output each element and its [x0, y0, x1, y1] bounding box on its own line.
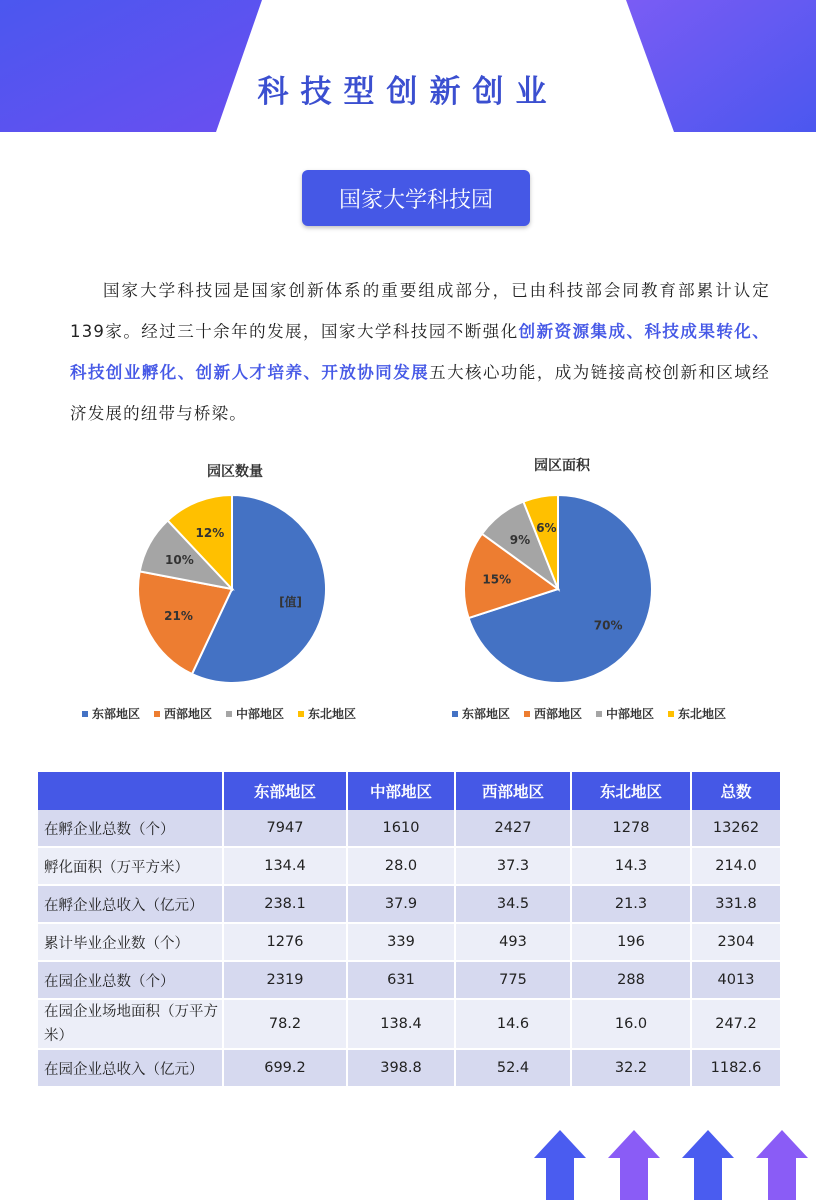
slice-data-label: 15%: [482, 572, 512, 587]
table-cell: 214.0: [692, 848, 782, 886]
slice-data-label: 21%: [164, 609, 193, 624]
table-row: [38, 1000, 782, 1050]
intro-text-part2: 五大核心功能，成为链接高校创新和区域经济发展的纽带与桥梁。: [70, 363, 770, 423]
legend-swatch: [524, 711, 530, 717]
legend-swatch: [596, 711, 602, 717]
legend-swatch: [154, 711, 160, 717]
table-cell: 34.5: [456, 886, 572, 924]
table-cell: 78.2: [224, 1000, 348, 1050]
table-cell: 775: [456, 962, 572, 1000]
table-row-label: 在孵企业总收入（亿元）: [38, 886, 224, 924]
table-row: [38, 848, 782, 886]
legend-label: 西部地区: [534, 707, 583, 721]
table-cell: 21.3: [572, 886, 692, 924]
table-cell: 138.4: [348, 1000, 456, 1050]
up-arrow-icon: [682, 1130, 734, 1200]
table-cell: 1276: [224, 924, 348, 962]
table-row-label: 在孵企业总数（个）: [38, 810, 224, 848]
slice-data-label: 12%: [195, 526, 225, 541]
legend-label: 东北地区: [678, 707, 727, 721]
intro-text-part1: 国家大学科技园是国家创新体系的重要组成部分，已由科技部会同教育部累计认定139家。经过三十余年的发展，国家大学科技园不断强化: [70, 281, 770, 341]
table-cell: 14.3: [572, 848, 692, 886]
header-banner: [0, 0, 816, 132]
slice-data-label: 6%: [536, 521, 557, 536]
section-title-badge: 国家大学科技园: [302, 170, 530, 226]
table-cell: 699.2: [224, 1050, 348, 1088]
table-cell: 238.1: [224, 886, 348, 924]
slice-data-label: 10%: [165, 553, 194, 568]
legend-item: [524, 705, 582, 722]
legend-item: [226, 705, 284, 722]
pie-chart-park-count: [70, 455, 400, 725]
decorative-arrows: [530, 1128, 816, 1200]
legend-label: 东部地区: [462, 707, 511, 721]
chart-legend: [452, 705, 726, 722]
table-row: [38, 962, 782, 1000]
table-column-header: 东北地区: [572, 772, 692, 810]
pie-chart-svg: [430, 491, 770, 721]
table-cell: 7947: [224, 810, 348, 848]
table-header-row: [38, 772, 782, 810]
table-row-label: 孵化面积（万平方米）: [38, 848, 224, 886]
table-cell: 37.9: [348, 886, 456, 924]
table-cell: 32.2: [572, 1050, 692, 1088]
table-cell: 1278: [572, 810, 692, 848]
legend-label: 西部地区: [164, 707, 213, 721]
intro-paragraph: [70, 270, 770, 434]
table-row-label: 在园企业总收入（亿元）: [38, 1050, 224, 1088]
table-cell: 16.0: [572, 1000, 692, 1050]
table-cell: 134.4: [224, 848, 348, 886]
table-cell: 398.8: [348, 1050, 456, 1088]
table-row: [38, 886, 782, 924]
up-arrow-icon: [608, 1130, 660, 1200]
table-row-label: 累计毕业企业数（个）: [38, 924, 224, 962]
table-cell: 631: [348, 962, 456, 1000]
table-row: [38, 1050, 782, 1088]
legend-item: [596, 705, 654, 722]
legend-item: [668, 705, 726, 722]
table-row: [38, 924, 782, 962]
table-cell: 28.0: [348, 848, 456, 886]
table-cell: 52.4: [456, 1050, 572, 1088]
legend-label: 中部地区: [606, 707, 655, 721]
table-cell: 1182.6: [692, 1050, 782, 1088]
up-arrow-icon: [534, 1130, 586, 1200]
slice-data-label: [值]: [279, 595, 303, 610]
table-column-header: 中部地区: [348, 772, 456, 810]
table-column-header: 总数: [692, 772, 782, 810]
legend-swatch: [226, 711, 232, 717]
up-arrow-icon: [756, 1130, 808, 1200]
table-cell: 2427: [456, 810, 572, 848]
slice-data-label: 70%: [593, 618, 623, 633]
pie-chart-svg: [70, 491, 400, 721]
page-title: 科技型创新创业: [257, 74, 559, 110]
table-cell: 2319: [224, 962, 348, 1000]
legend-label: 中部地区: [236, 707, 285, 721]
table-cell: 339: [348, 924, 456, 962]
regional-data-table: [38, 772, 782, 1088]
legend-swatch: [668, 711, 674, 717]
legend-swatch: [298, 711, 304, 717]
table-cell: 14.6: [456, 1000, 572, 1050]
legend-item: [298, 705, 356, 722]
table-cell: 37.3: [456, 848, 572, 886]
legend-swatch: [452, 711, 458, 717]
legend-item: [452, 705, 510, 722]
table-cell: 4013: [692, 962, 782, 1000]
slice-data-label: 9%: [509, 533, 531, 548]
chart-title: 园区数量: [207, 464, 263, 480]
legend-item: [82, 705, 140, 722]
table-row-label: 在园企业总数（个）: [38, 962, 224, 1000]
legend-item: [154, 705, 212, 722]
table-row: [38, 810, 782, 848]
table-cell: 493: [456, 924, 572, 962]
table-cell: 13262: [692, 810, 782, 848]
table-row-label: 在园企业场地面积（万平方米）: [38, 1000, 224, 1050]
table-cell: 2304: [692, 924, 782, 962]
intro-highlight: 创新资源集成、科技成果转化、科技创业孵化、创新人才培养、开放协同发展: [70, 322, 770, 382]
table-column-header: 西部地区: [456, 772, 572, 810]
legend-label: 东北地区: [308, 707, 357, 721]
table-column-header: 东部地区: [224, 772, 348, 810]
legend-label: 东部地区: [92, 707, 141, 721]
table-corner-header: [38, 772, 224, 810]
table-cell: 288: [572, 962, 692, 1000]
chart-title: 园区面积: [534, 458, 590, 474]
table-cell: 196: [572, 924, 692, 962]
chart-legend: [82, 705, 356, 722]
legend-swatch: [82, 711, 88, 717]
table-cell: 1610: [348, 810, 456, 848]
table-cell: 331.8: [692, 886, 782, 924]
pie-chart-park-area: [430, 455, 770, 725]
table-cell: 247.2: [692, 1000, 782, 1050]
